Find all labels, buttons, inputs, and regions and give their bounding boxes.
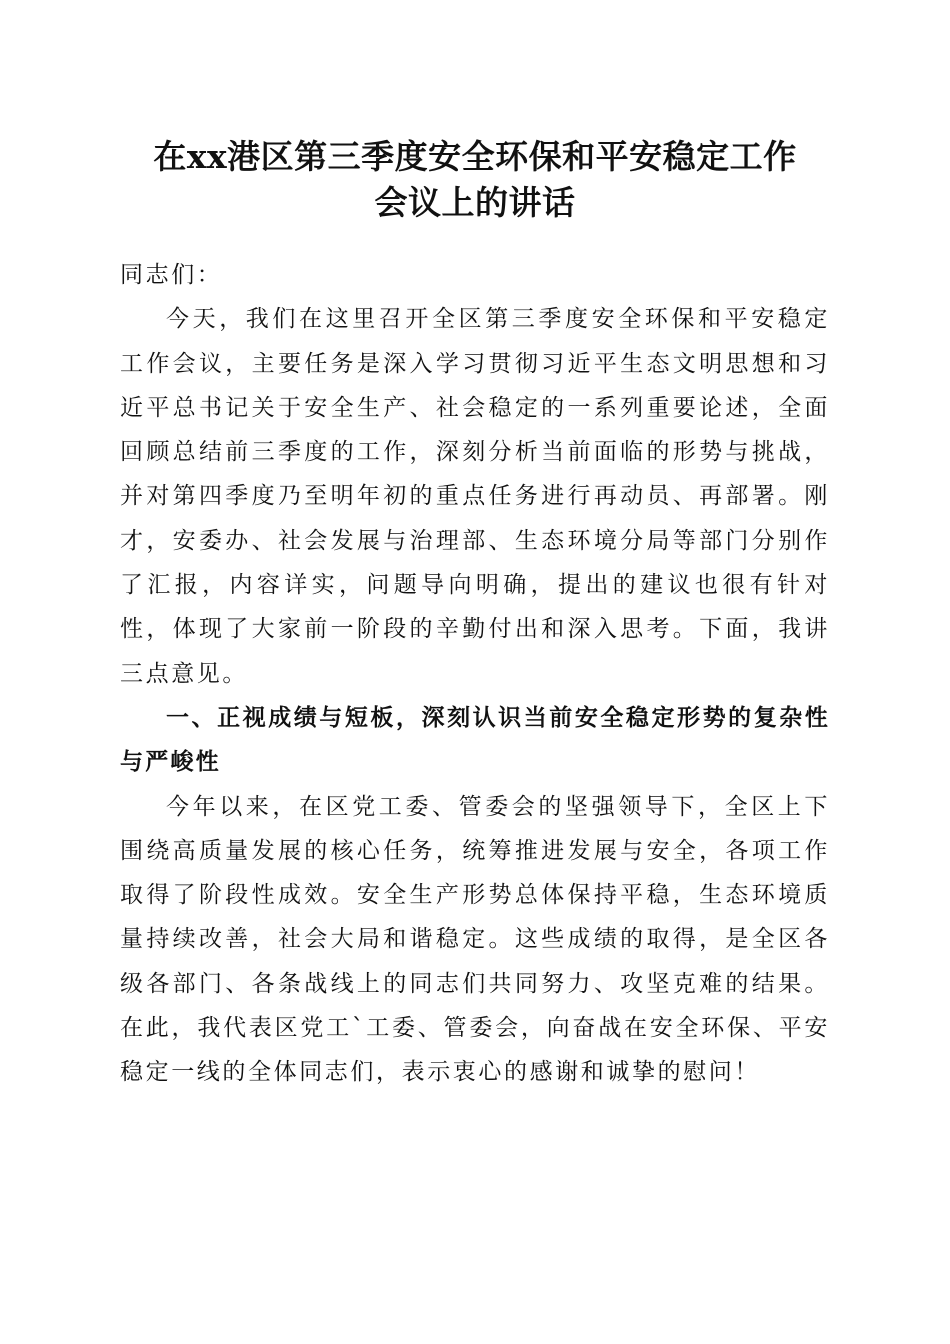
- paragraph-intro: 今天，我们在这里召开全区第三季度安全环保和平安稳定工作会议，主要任务是深入学习贯彻习近平生态文明思想和习近平总书记关于安全生产、社会稳定的一系列重要论述，全面回顾总结前三季度的工作，深刻分析当前面临的形势与挑战，并对第四季度乃至明年初的重点任务进行再动员、再部署。刚才，安委办、社会发展与治理部、生态环境分局等部门分别作了汇报，内容详实，问题导向明确，提出的建议也很有针对性，体现了大家前一阶段的辛勤付出和深入思考。下面，我讲三点意见。: [120, 306, 830, 687]
- salutation: 同志们：: [120, 262, 223, 288]
- section-heading-1: 一、正视成绩与短板，深刻认识当前安全稳定形势的复杂性与严峻性: [120, 704, 830, 776]
- document-body: [120, 253, 830, 1095]
- document-title: [110, 134, 840, 226]
- title-line-1: 在xx港区第三季度安全环保和平安稳定工作: [153, 137, 797, 176]
- title-line-2: 会议上的讲话: [374, 183, 576, 222]
- paragraph-achievements: 今年以来，在区党工委、管委会的坚强领导下，全区上下围绕高质量发展的核心任务，统筹推进发展与安全，各项工作取得了阶段性成效。安全生产形势总体保持平稳，生态环境质量持续改善，社会大局和谐稳定。这些成绩的取得，是全区各级各部门、各条战线上的同志们共同努力、攻坚克难的结果。在此，我代表区党工`工委、管委会，向奋战在安全环保、平安稳定一线的全体同志们，表示衷心的感谢和诚挚的慰问！: [120, 793, 830, 1086]
